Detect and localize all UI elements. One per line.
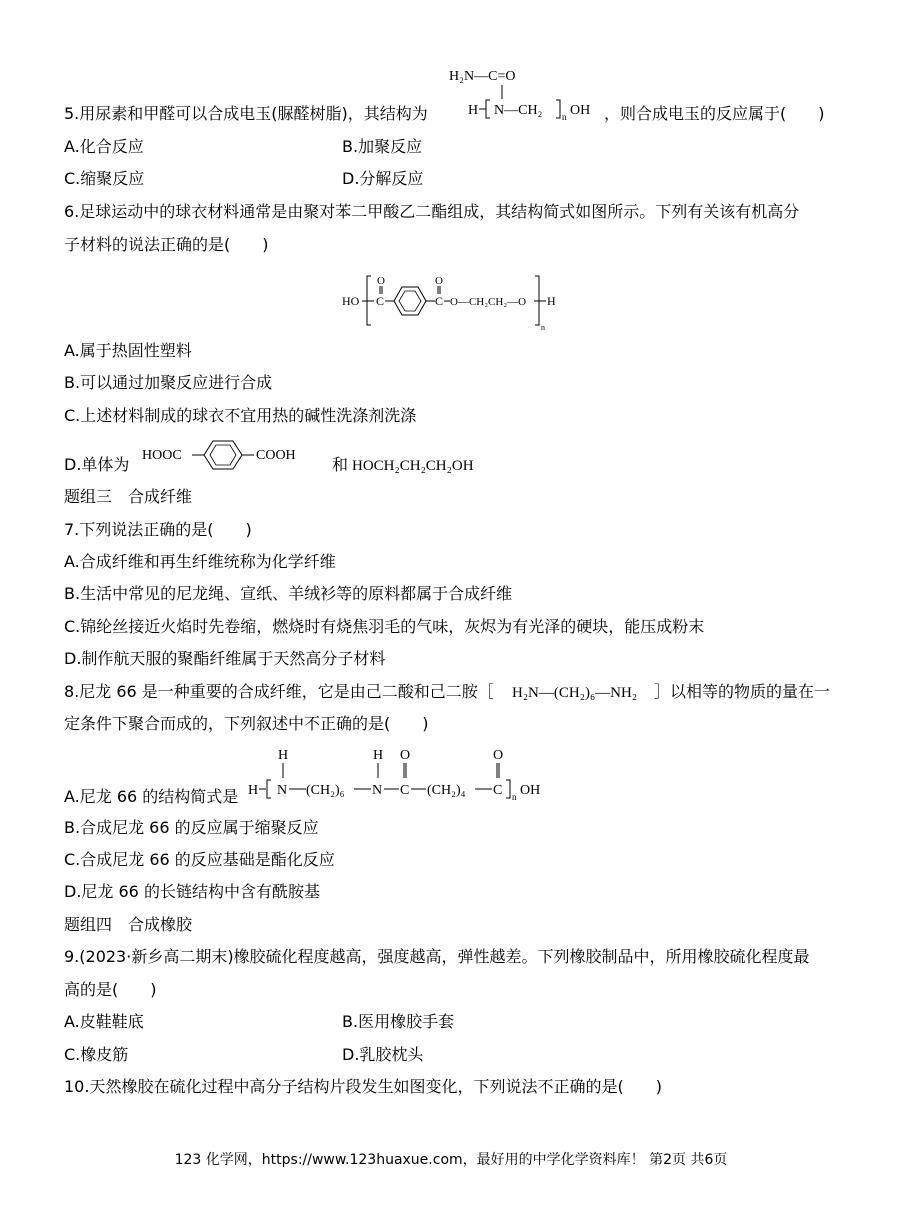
q7-option-a: A.合成纤维和再生纤维统称为化学纤维 (64, 552, 336, 571)
q6-structure-o2: O (435, 275, 443, 287)
q8-stem-line1-b: ］以相等的物质的量在一 (654, 682, 831, 701)
q9-option-c: C.橡皮筋 (64, 1045, 129, 1064)
q8-structure-c2: C (493, 783, 503, 798)
q8-structure-h-top1: H (278, 748, 289, 763)
q5-stem-text: 5.用尿素和甲醛可以合成电玉(脲醛树脂)，其结构为 (64, 104, 428, 123)
q8-structure (244, 742, 554, 806)
q8-stem-line2: 定条件下聚合而成的，下列叙述中不正确的是( ) (64, 714, 429, 733)
page-footer: 123 化学网，https://www.123huaxue.com，最好用的中学化学资料库！ 第2页 共6页 (174, 1152, 728, 1168)
q8-option-b: B.合成尼龙 66 的反应属于缩聚反应 (64, 818, 319, 837)
q6-option-d-structure (140, 438, 330, 478)
q6-option-d-prefix: D.单体为 (64, 455, 130, 474)
q5-option-d: D.分解反应 (342, 169, 424, 188)
q5-structure-h: H (468, 103, 479, 118)
q9-stem-line1: 9.(2023·新乡高二期末)橡胶硫化程度越高，强度越高，弹性越差。下列橡胶制品中，所用橡胶硫化程度最 (64, 947, 810, 966)
q8-structure-h-top2: H (373, 748, 384, 763)
q8-structure-oh: OH (520, 783, 541, 798)
q8-structure-o-top1: O (400, 748, 411, 763)
q6-option-d-and: 和 (332, 455, 349, 474)
q5-structure-oh: OH (570, 103, 591, 118)
q5-stem-after: ，则合成电玉的反应属于( ) (604, 104, 825, 123)
q8-structure-c1: C (400, 783, 410, 798)
q8-stem-formula: H₂N—(CH₂)₆—NH₂ (512, 685, 638, 701)
q5-option-b: B.加聚反应 (342, 137, 423, 156)
q6-option-d-left: HOOC (142, 448, 182, 463)
q7-stem: 7.下列说法正确的是( ) (64, 520, 252, 539)
q10-stem: 10.天然橡胶在硫化过程中高分子结构片段发生如图变化，下列说法不正确的是( ) (64, 1077, 662, 1096)
q6-option-d-formula: HOCH₂CH₂CH₂OH (352, 458, 474, 474)
q9-option-d: D.乳胶枕头 (342, 1045, 424, 1064)
q8-structure-o-top2: O (493, 748, 504, 763)
q8-stem-line1-a: 8.尼龙 66 是一种重要的合成纤维，它是由己二酸和己二胺［ (64, 682, 494, 701)
q9-option-b: B.医用橡胶手套 (342, 1012, 455, 1031)
q6-option-c: C.上述材料制成的球衣不宜用热的碱性洗涤剂洗涤 (64, 406, 417, 425)
q8-structure-n2: N (372, 783, 383, 798)
q8-option-c: C.合成尼龙 66 的反应基础是酯化反应 (64, 850, 335, 869)
q6-structure-o1: O (377, 275, 385, 287)
q9-stem-line2: 高的是( ) (64, 980, 157, 999)
q5-structure-mid: N—CH₂ (494, 103, 543, 118)
q5-stem (64, 104, 428, 124)
q8-structure-n1: N (277, 783, 288, 798)
q6-structure (340, 268, 562, 332)
q7-option-c: C.锦纶丝接近火焰时先卷缩，燃烧时有烧焦羽毛的气味，灰烬为有光泽的硬块，能压成粉末 (64, 617, 705, 636)
q6-structure-c2: C (435, 294, 444, 308)
q6-structure-h: H (547, 294, 556, 308)
group3-heading: 题组三 合成纤维 (64, 487, 193, 506)
q8-structure-ch2-4: (CH₂)₄ (427, 783, 466, 798)
q6-option-a: A.属于热固性塑料 (64, 341, 192, 360)
q6-structure-n: n (541, 323, 545, 332)
q8-structure-ch2-6: (CH₂)₆ (306, 783, 345, 798)
q8-option-a-prefix: A.尼龙 66 的结构简式是 (64, 787, 239, 806)
q6-structure-chain: O—CH₂CH₂—O (450, 296, 527, 308)
q8-option-d: D.尼龙 66 的长链结构中含有酰胺基 (64, 882, 320, 901)
group4-heading: 题组四 合成橡胶 (64, 915, 193, 934)
q5-structure-top: H₂N—C=O (449, 69, 516, 84)
q8-structure-h-left: H (248, 783, 259, 798)
q5-option-a: A.化合反应 (64, 137, 144, 156)
q8-structure-n: n (512, 792, 517, 802)
q6-stem-line1: 6.足球运动中的球衣材料通常是由聚对苯二甲酸乙二酯组成，其结构简式如图所示。下列有关该有机高分 (64, 202, 800, 221)
q5-option-c: C.缩聚反应 (64, 169, 145, 188)
q6-structure-c1: C (376, 294, 385, 308)
q6-option-b: B.可以通过加聚反应进行合成 (64, 373, 273, 392)
q6-structure-ho: HO (342, 294, 360, 308)
q6-stem-line2: 子材料的说法正确的是( ) (64, 235, 269, 254)
q5-structure (444, 62, 604, 128)
q7-option-d: D.制作航天服的聚酯纤维属于天然高分子材料 (64, 649, 386, 668)
q5-structure-n: n (562, 112, 567, 122)
q6-option-d-right: COOH (256, 448, 296, 463)
q9-option-a: A.皮鞋鞋底 (64, 1012, 144, 1031)
q7-option-b: B.生活中常见的尼龙绳、宣纸、羊绒衫等的原料都属于合成纤维 (64, 584, 513, 603)
